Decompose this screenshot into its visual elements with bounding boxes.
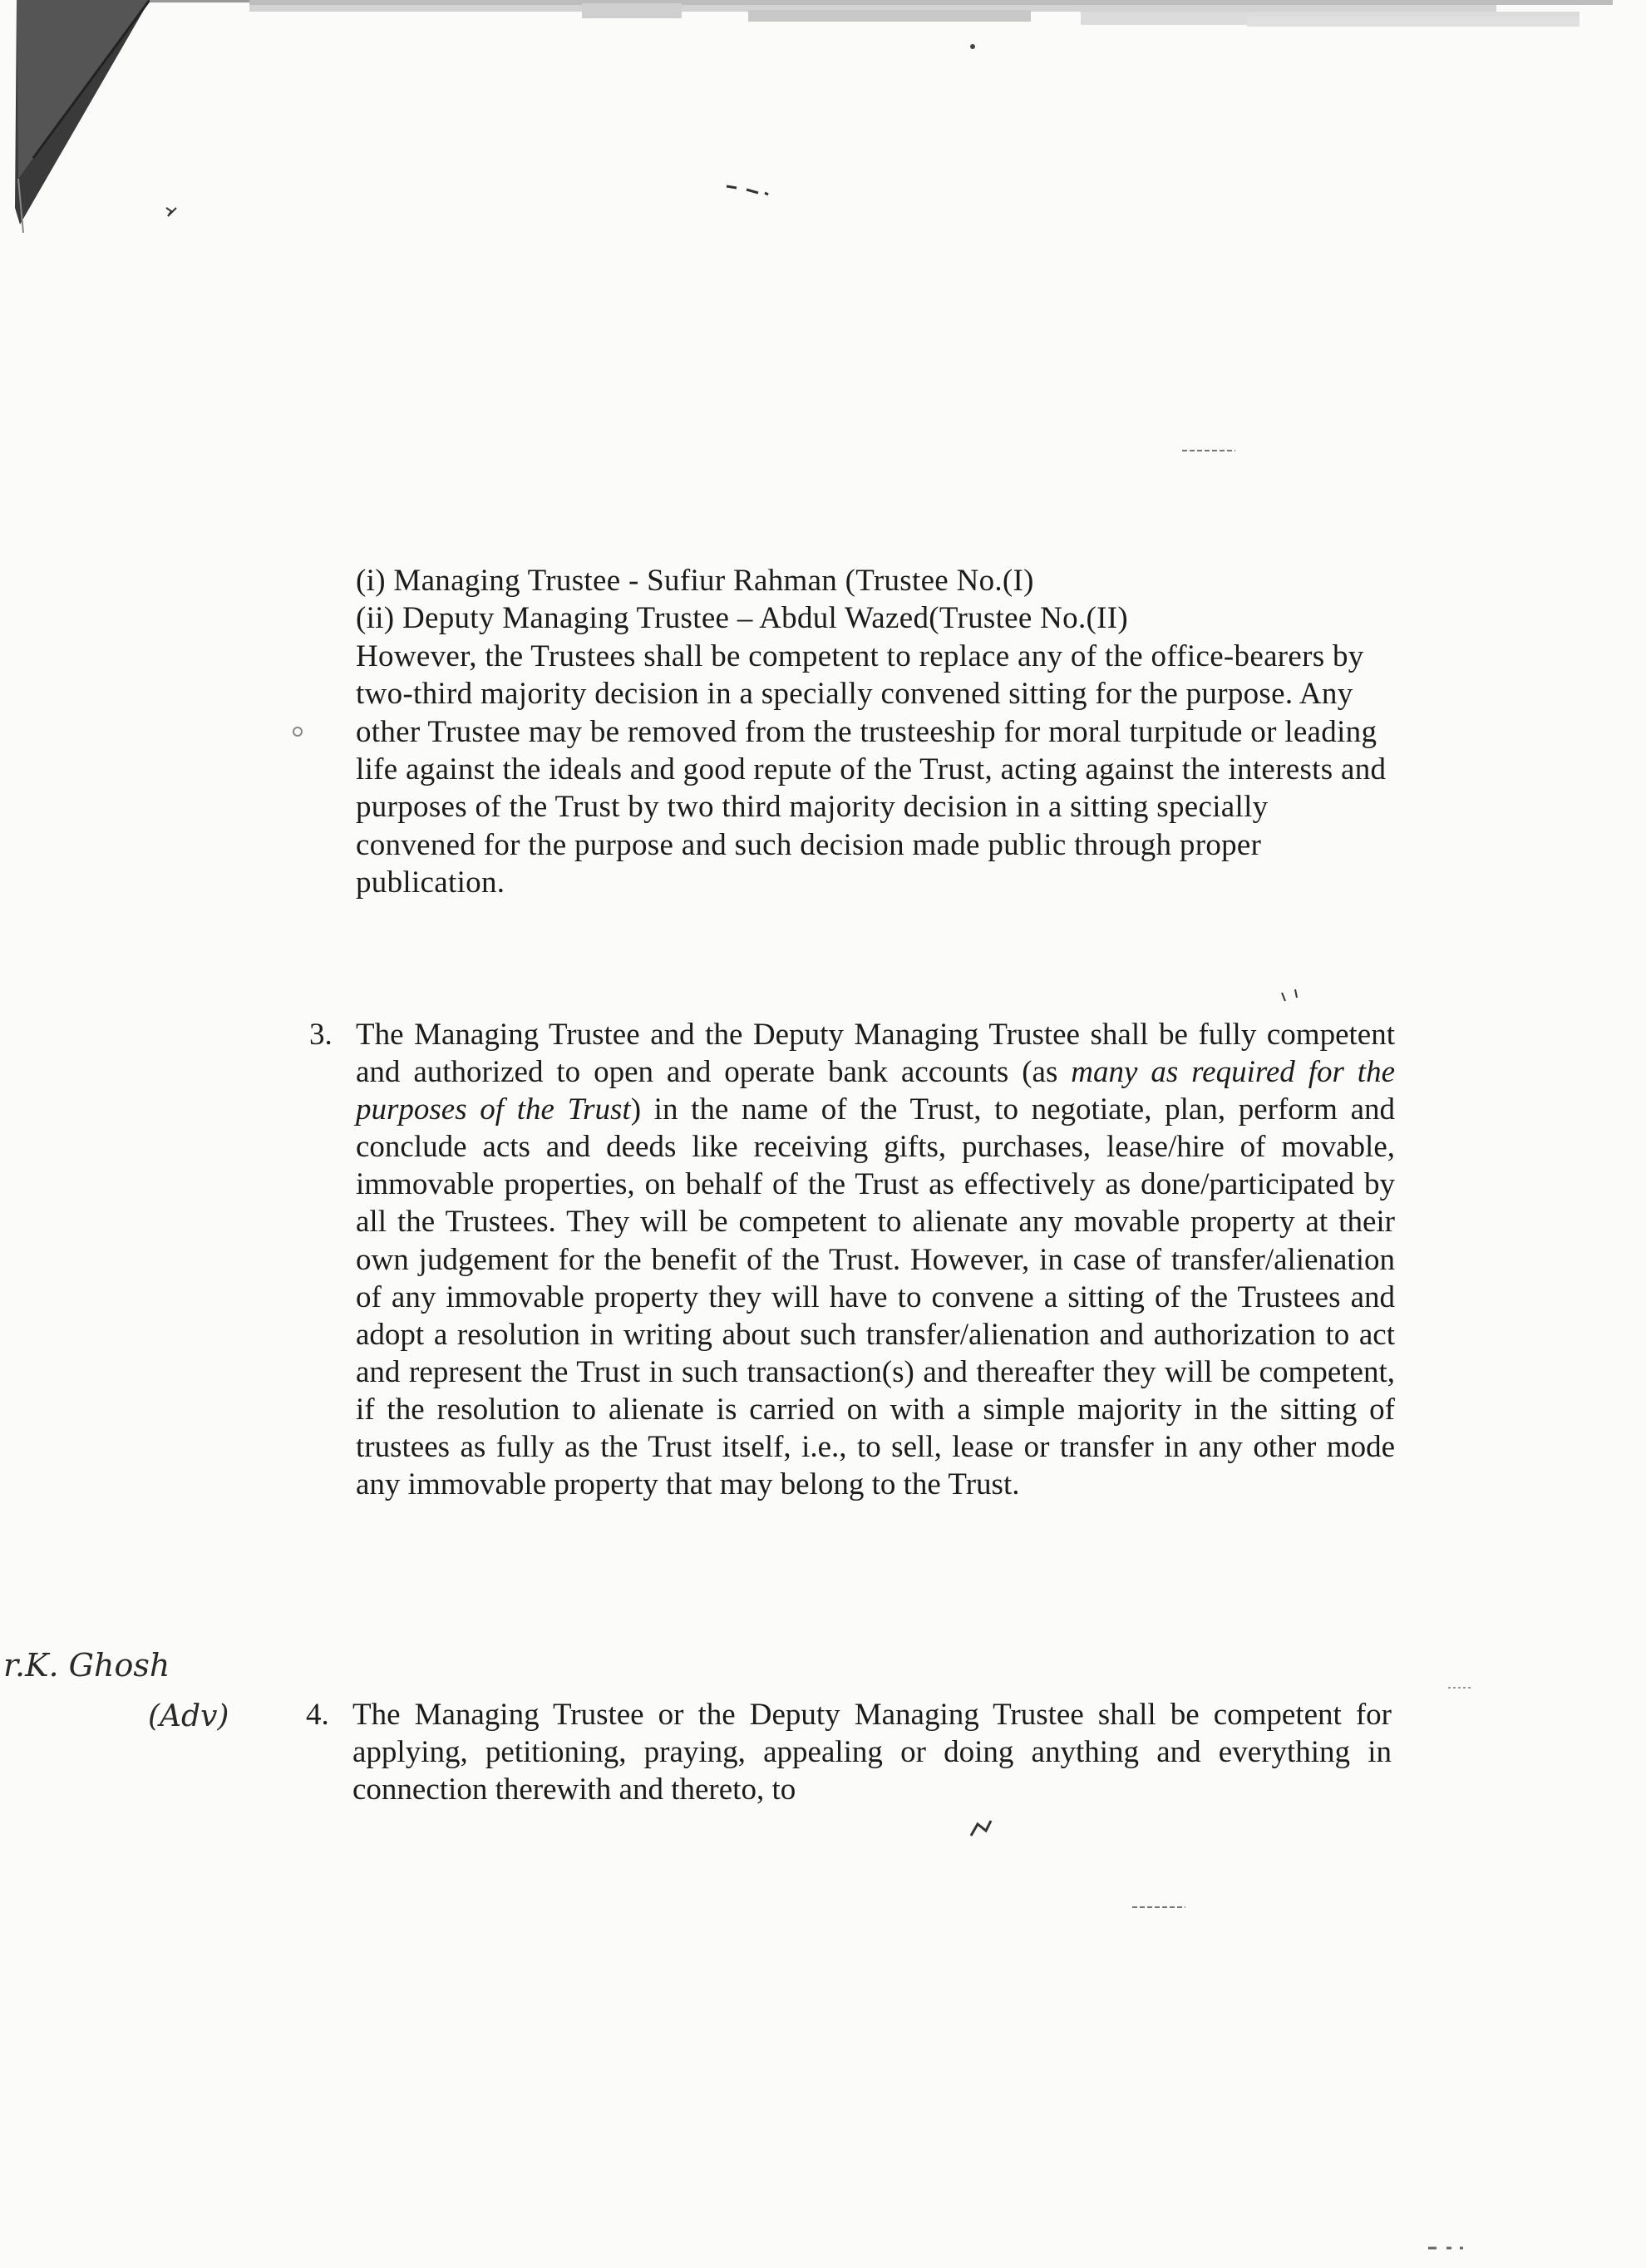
signature-name: r.K. Ghosh: [3, 1647, 170, 1684]
signature-title: (Adv): [148, 1699, 229, 1733]
clause-4-text: The Managing Trustee or the Deputy Managing Trustee shall be competent for applying, petitioning, praying, appealing or doing anything and everything in connection therewith and thereto, to: [352, 1698, 1392, 1807]
top-scan-noise: [249, 0, 1613, 50]
ink-speck: [289, 723, 306, 740]
clause-number: 3.: [309, 1018, 333, 1052]
handwritten-signature: [0, 1636, 316, 1753]
clause-3-text-part: ) in the name of the Trust, to negotiate, plan, perform and conclude acts and deeds like receiving gifts, purchases, lease/hire of movable, immovable properties, on behalf of the Trust as effectively as done/participated by all the Trustees. They will be competent to alienate any movable property at their own judgement for the benefit of the Trust. However, in case of transfer/alienation of any immovable property they will have to convene a sitting of the Trustees and adopt a resolution in writing about such transfer/alienation and authorization to act and represent the Trust in such transaction(s) and thereafter they will be competent, if the resolution to alienate is carried on with a simple majority in the sitting of trustees as fully as the Trust itself, i.e., to sell, lease or transfer in any other mode any immovable property that may belong to the Trust.: [356, 1092, 1395, 1502]
clause-4: [306, 1696, 1392, 1808]
ink-speck: [964, 1811, 998, 1844]
clause-3-text-part: The Managing Trustee and the Deputy Managing Trustee shall be fully competent and authorized to open and operate bank accounts (as: [356, 1018, 1395, 1090]
deputy-managing-trustee-line: (ii) Deputy Managing Trustee – Abdul Wazed(Trustee No.(II): [356, 601, 1129, 636]
removal-paragraph: However, the Trustees shall be competent to replace any of the office-bearers by two-third majority decision in a specially convened sitting for the purpose. Any other Trustee may be removed from the trusteeship for moral turpitude or leading life against the ideals and good repute of the Trust, acting against the interests and purposes of the Trust by two third majority decision in a sitting specially convened for the purpose and such decision made public through proper publication.: [356, 638, 1387, 900]
clause-number: 4.: [306, 1698, 329, 1732]
ink-speck: [1446, 1679, 1480, 1696]
ink-speck: [1427, 2240, 1468, 2256]
ink-speck: [723, 175, 806, 200]
managing-trustee-line: (i) Managing Trustee - Sufiur Rahman (Trustee No.(I): [356, 564, 1034, 598]
clause-3-text: [356, 1016, 1395, 1503]
ink-speck: [1180, 447, 1239, 454]
office-bearers-section: [356, 562, 1395, 902]
clause-3: [309, 1016, 1395, 1503]
ink-speck: [1131, 1904, 1189, 1911]
clause-3-italic-text: many as required for the purposes of the Trust: [356, 1055, 1395, 1127]
